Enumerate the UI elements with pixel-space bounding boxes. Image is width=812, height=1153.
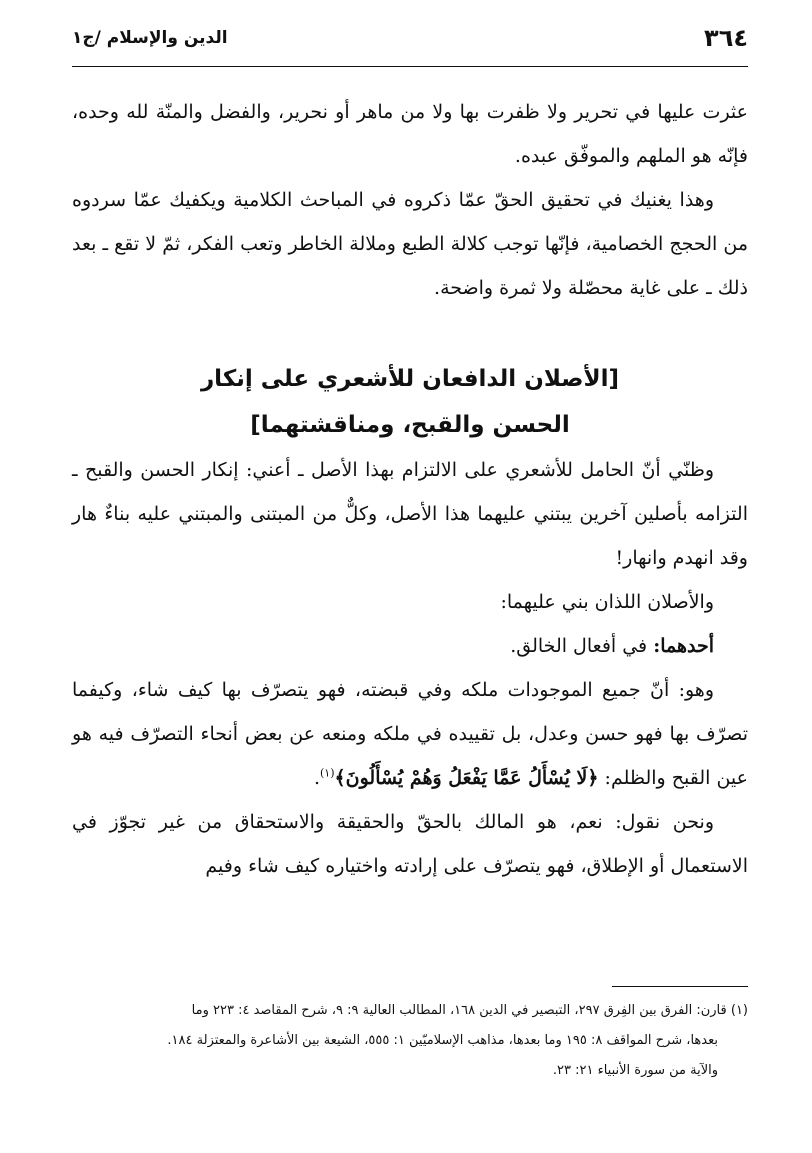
section-heading	[72, 356, 748, 448]
first-principle-text: في أفعال الخالق.	[510, 635, 654, 657]
footnote-rule	[612, 986, 748, 987]
footnote-1-line-2: بعدها، شرح المواقف ٨: ١٩٥ وما بعدها، مذاهب الإسلاميّين ١: ٥٥٥، الشيعة بين الأشاعرة والمعتزلة ١٨٤.	[167, 1033, 718, 1048]
footnote-reference: (١)	[319, 766, 335, 780]
paragraph-4: والأصلان اللذان بني عليهما:	[500, 591, 714, 613]
paragraph-2: وهذا يغنيك في تحقيق الحقّ عمّا ذكروه في المباحث الكلامية ويكفيك عمّا سردوه من الحجج الخصامية، فإنّها توجب كلالة الطبع وملالة الخاطر وتعب الفكر، ثمّ لا تقع ـ بعد ذلك ـ على غاية محصّلة ولا ثمرة واضحة.	[72, 189, 748, 299]
section-heading-line-2: الحسن والقبح، ومناقشتهما]	[250, 412, 570, 438]
paragraph-7: ونحن نقول: نعم، هو المالك بالحقّ والحقيقة والاستحقاق من غير تجوّز في الاستعمال أو الإطلاق، فهو يتصرّف على إرادته واختياره كيف شاء وفيم	[72, 811, 748, 877]
first-principle-label: أحدهما:	[653, 635, 714, 657]
section-heading-line-1: [الأصلان الدافعان للأشعري على إنكار	[200, 366, 620, 392]
paragraph-3: وظنّي أنّ الحامل للأشعري على الالتزام بهذا الأصل ـ أعني: إنكار الحسن والقبح ـ التزامه بأصلين آخرين يبتني عليهما هذا الأصل، وكلٌّ من المبتنى والمبتني عليه بناءٌ هار وقد انهدم وانهار!	[72, 459, 748, 569]
running-title: الدين والإسلام /ج١	[72, 28, 228, 48]
footnote-1-line-3: والآية من سورة الأنبياء ٢١: ٢٣.	[552, 1063, 718, 1078]
paragraph-5	[72, 624, 748, 668]
footnotes	[72, 996, 748, 1086]
paragraph-6-text: وهو: أنّ جميع الموجودات ملكه وفي قبضته، فهو يتصرّف بها كيف شاء، وكيفما تصرّف بها فهو حسن وعدل، بل تقييده في ملكه ومنعه عن بعض أنحاء التصرّف فيه هو عين القبح والظلم:	[72, 679, 748, 789]
header-rule	[72, 66, 748, 67]
page-number: ٣٦٤	[704, 24, 748, 52]
main-text	[72, 90, 748, 888]
paragraph-6	[72, 668, 748, 800]
paragraph-1: عثرت عليها في تحرير ولا ظفرت بها ولا من ماهر أو نحرير، والفضل والمنّة لله وحده، فإنّه هو الملهم والموفّق عبده.	[72, 101, 748, 167]
quran-verse: ﴿لَا يُسْأَلُ عَمَّا يَفْعَلُ وَهُمْ يُسْأَلُونَ﴾	[334, 767, 599, 789]
paragraph-6-end: .	[313, 767, 320, 789]
page-header	[72, 22, 748, 62]
footnote-1-line-1: (١) قارن: الفرق بين الفِرق ٢٩٧، التبصير في الدين ١٦٨، المطالب العالية ٩: ٩، شرح المقاصد ٤: ٢٢٣ وما	[191, 1003, 748, 1018]
